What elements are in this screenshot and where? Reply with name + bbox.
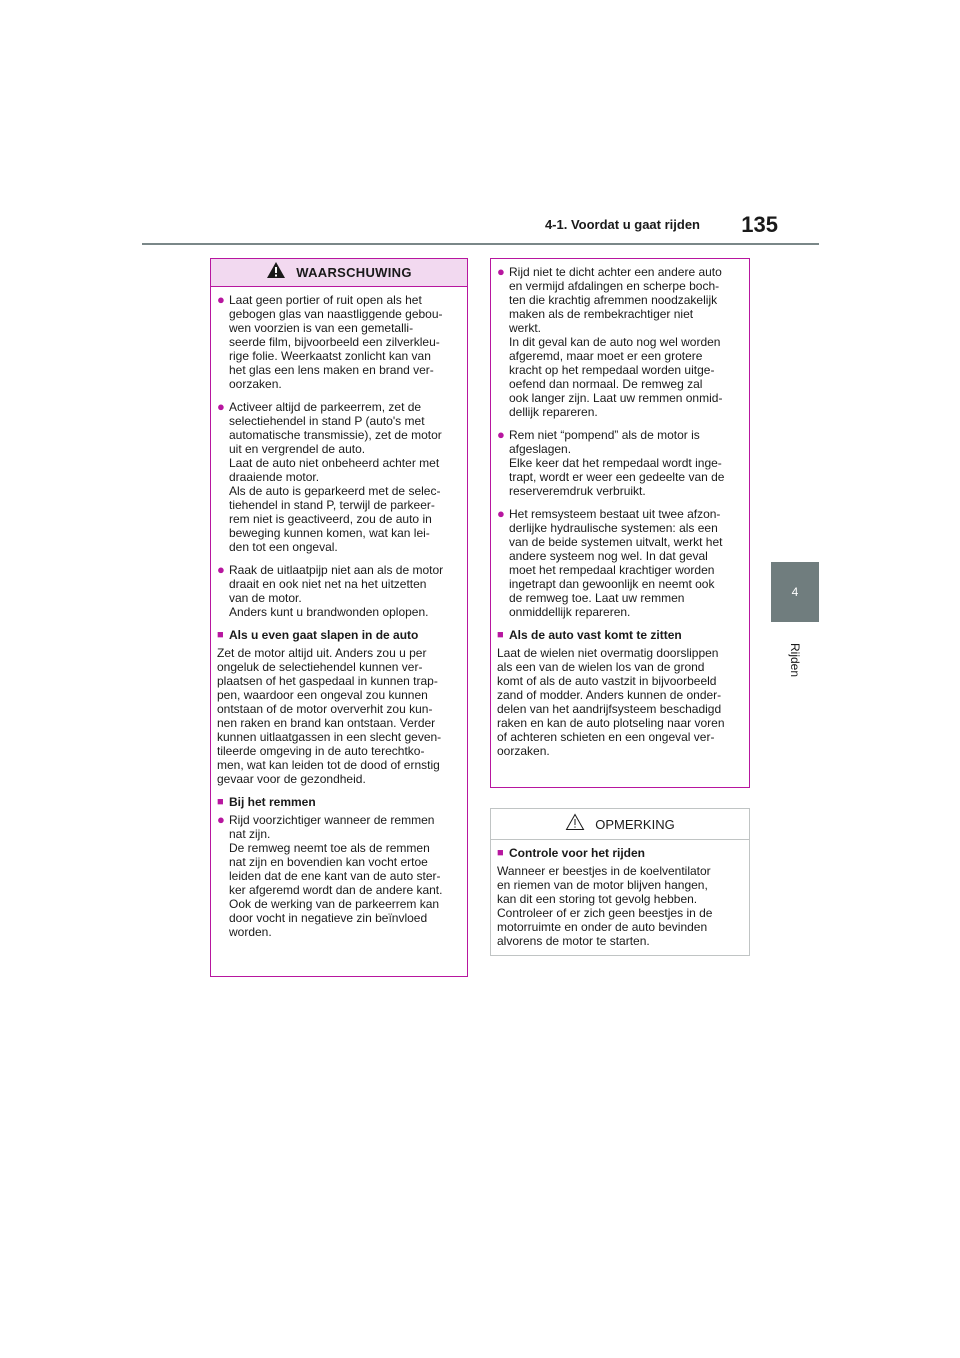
square-bullet-icon: ■ xyxy=(497,847,504,859)
list-item xyxy=(217,400,461,554)
stuck-paragraph: Laat de wielen niet overmatig doorslippen als een van de wielen los van de grond komt of als de auto vastzit in bijvoorbeeld zand of modder. Anders kunnen de onder- delen van het aandrijfsysteem beschadigd raken en kan de auto plotseling naar voren of achteren schieten en een ongeval ver- oorzaken. xyxy=(497,646,725,758)
list-item-text: Rem niet “pompend” als de motor is afgeslagen. Elke keer dat het rempedaal wordt inge- trapt, wordt er weer een gedeelte van de reserveremdruk verbruikt. xyxy=(509,428,725,498)
chapter-label xyxy=(771,630,819,690)
list-item xyxy=(217,293,461,391)
list-item-text: Het remsysteem bestaat uit twee afzon- derlijke hydraulische systemen: als een van de beide systemen uitvalt, werkt het andere systeem nog wel. In dat geval moet het rempedaal krachtiger worden ingetrapt dan gewoonlijk en neemt ook de remweg toe. Laat uw remmen onmiddellijk repareren. xyxy=(509,507,723,619)
list-item xyxy=(497,507,743,619)
square-bullet-icon: ■ xyxy=(217,629,224,641)
caution-triangle-outline-icon xyxy=(565,813,585,836)
warning-content-continued xyxy=(491,259,749,758)
warning-triangle-icon xyxy=(266,261,286,284)
list-item xyxy=(217,813,461,939)
page-number: 135 xyxy=(741,212,778,237)
list-item xyxy=(217,563,461,619)
warning-title: WAARSCHUWING xyxy=(296,265,412,280)
warning-box xyxy=(210,258,468,977)
note-header xyxy=(491,809,749,840)
brake-heading xyxy=(217,795,461,809)
bullet-icon: ● xyxy=(217,562,225,577)
list-item xyxy=(497,265,743,419)
list-item-text: Rijd voorzichtiger wanneer de remmen nat zijn. De remweg neemt toe als de remmen nat zijn en bovendien kan vocht ertoe leiden dat de ene kant van de auto ster- ker afgeremd wordt dan de andere kant. Ook de werking van de parkeerrem kan door vocht in negatieve zin beïnvloed worden. xyxy=(229,813,443,939)
warning-header xyxy=(211,259,467,287)
list-item xyxy=(497,428,743,498)
note-box xyxy=(490,808,750,956)
list-item-text: Raak de uitlaatpijp niet aan als de motor draait en ook niet net na het uitzetten van de motor. Anders kunt u brandwonden oplopen. xyxy=(229,563,444,619)
sleep-heading-text: Als u even gaat slapen in de auto xyxy=(229,628,419,642)
warning-content xyxy=(211,287,467,939)
bullet-icon: ● xyxy=(497,506,505,521)
list-item-text: Rijd niet te dicht achter een andere auto en vermijd afdalingen en scherpe boch- ten die krachtig afremmen noodzakelijk maken als de rembekrachtiger niet werkt. In dit geval kan de auto nog wel worden afgeremd, maar moet er een grotere kracht op het rempedaal worden uitge- oefend dan normaal. De remweg zal ook langer zijn. Laat uw remmen onmid- dellijk repareren. xyxy=(509,265,723,419)
note-heading-text: Controle voor het rijden xyxy=(509,846,646,860)
square-bullet-icon: ■ xyxy=(497,629,504,641)
bullet-icon: ● xyxy=(217,292,225,307)
warning-box-continued xyxy=(490,258,750,788)
note-heading xyxy=(497,846,743,860)
note-title: OPMERKING xyxy=(595,816,675,832)
square-bullet-icon: ■ xyxy=(217,796,224,808)
chapter-tab[interactable] xyxy=(771,562,819,622)
bullet-icon: ● xyxy=(497,427,505,442)
note-content xyxy=(491,840,749,948)
note-paragraph: Wanneer er beestjes in de koelventilator en riemen van de motor blijven hangen, kan dit een storing tot gevolg hebben. Controleer of er zich geen beestjes in de motorruimte en onder de auto bevinden alvorens de motor te starten. xyxy=(497,864,713,948)
sleep-heading xyxy=(217,628,461,642)
bullet-icon: ● xyxy=(497,264,505,279)
list-item-text: Activeer altijd de parkeerrem, zet de selectiehendel in stand P (auto's met automatische transmissie), zet de motor uit en vergrendel de auto. Laat de auto niet onbeheerd achter met draaiende motor. Als de auto is geparkeerd met de selec- tiehendel in stand P, terwijl de parkeer- rem niet is geactiveerd, zou de auto in beweging kunnen komen, wat kan lei- den tot een ongeval. xyxy=(229,400,442,554)
list-item-text: Laat geen portier of ruit open als het gebogen glas van naastliggende gebou- wen voorzien is van een gemetalli- seerde film, bijvoorbeeld een zilverkleu- rige folie. Weerkaatst zonlicht kan van het glas een lens maken en brand ver- oorzaken. xyxy=(229,293,443,391)
sleep-paragraph: Zet de motor altijd uit. Anders zou u per ongeluk de selectiehendel kunnen ver- plaatsen of het gaspedaal in kunnen trap- pen, waardoor een ongeval zou kunnen ontstaan of de motor oververhit zou kun- nen raken en brand kan ontstaan. Verder kunnen uitlaatgassen in een slecht geven- tileerde omgeving in de auto terechtko- men, wat kan leiden tot de dood of ernstig gevaar voor de gezondheid. xyxy=(217,646,442,786)
section-title: 4-1. Voordat u gaat rijden xyxy=(544,217,700,232)
stuck-heading-text: Als de auto vast komt te zitten xyxy=(509,628,682,642)
chapter-label-text: Rijden xyxy=(788,642,802,678)
chapter-number: 4 xyxy=(791,585,799,599)
bullet-icon: ● xyxy=(217,399,225,414)
bullet-icon: ● xyxy=(217,812,225,827)
header-divider xyxy=(142,243,819,245)
brake-heading-text: Bij het remmen xyxy=(229,795,316,809)
stuck-heading xyxy=(497,628,743,642)
